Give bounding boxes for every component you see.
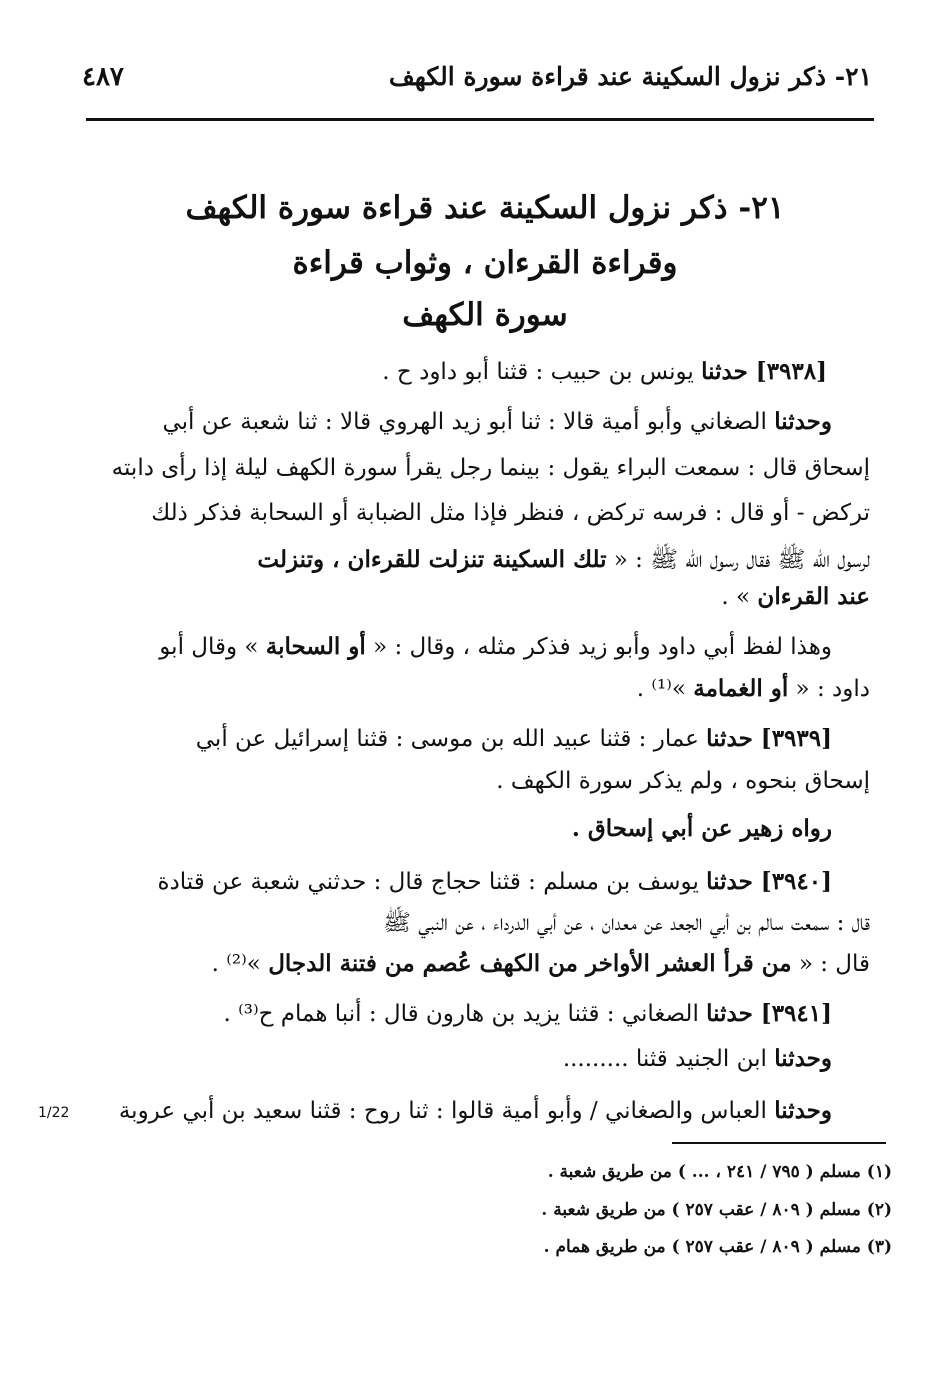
body-text: يونس بن حبيب : قثنا أبو داود ح . [382, 359, 702, 385]
body-text: ابن الجنيد قثنا ......... [562, 1046, 775, 1072]
narration-lead: وحدثنا [774, 1097, 832, 1124]
variant-wording: أو الغمامة [693, 675, 789, 702]
narration-lead: وحدثنا [774, 1045, 832, 1072]
body-line [572, 815, 832, 842]
margin-reference: 1/22 [38, 1105, 70, 1121]
hadith-number: [٣٩٣٩] حدثنا [706, 725, 832, 752]
page-number: ٤٨٧ [82, 62, 124, 92]
body-line [223, 1000, 832, 1027]
body-line [257, 545, 870, 579]
chapter-title-line-2: وقراءة القرءان ، وثواب قراءة [292, 245, 678, 281]
body-line [157, 868, 832, 895]
body-line [162, 408, 832, 435]
body-line [196, 725, 832, 752]
body-line [563, 1045, 832, 1072]
header-divider [86, 118, 874, 121]
body-line [119, 1097, 832, 1124]
body-text: داود : « [788, 676, 870, 702]
body-text: الصغاني وأبو أمية قالا : ثنا أبو زيد الهروي قالا : ثنا شعبة عن أبي [162, 409, 775, 435]
body-text: يوسف بن مسلم : قثنا حجاج قال : حدثني شعبة عن قتادة [157, 869, 707, 895]
hadith-number: [٣٩٤١] حدثنا [706, 1000, 832, 1027]
body-line: إسحاق بنحوه ، ولم يذكر سورة الكهف . [496, 768, 870, 794]
footnote-3: (٣) مسلم ( ٨٠٩ / عقب ٢٥٧ ) من طريق همام . [543, 1237, 892, 1257]
body-line [382, 358, 827, 385]
hadith-matn: تلك السكينة تنزلت للقرءان ، وتنزلت [257, 546, 607, 573]
chapter-title-line-3: سورة الكهف [402, 297, 568, 333]
body-line [212, 950, 870, 977]
body-text: قال : « [791, 951, 870, 977]
variant-wording: أو السحابة [265, 633, 366, 660]
body-text: العباس والصغاني / وأبو أمية قالوا : ثنا روح : قثنا سعيد بن أبي عروبة [118, 1098, 775, 1124]
running-header-title: ٢١- ذكر نزول السكينة عند قراءة سورة الكهف [388, 62, 872, 91]
footnote-2: (٢) مسلم ( ٨٠٩ / عقب ٢٥٧ ) من طريق شعبة . [541, 1200, 892, 1220]
body-text: لرسول الله ﷺ فقال رسول الله ﷺ : « [606, 547, 870, 573]
body-line [637, 675, 870, 702]
transmission-note: رواه زهير عن أبي إسحاق . [571, 815, 832, 842]
body-line: إسحاق قال : سمعت البراء يقول : بينما رجل يقرأ سورة الكهف ليلة إذا رأى دابته [111, 455, 870, 481]
body-text: الصغاني : قثنا يزيد بن هارون قال : أنبا همام ح⁽³⁾ . [223, 1001, 707, 1027]
body-text: عمار : قثنا عبيد الله بن موسى : قثنا إسرائيل عن أبي [195, 726, 707, 752]
hadith-matn: عند القرءان [757, 583, 870, 610]
narration-lead: وحدثنا [774, 408, 832, 435]
body-text: وهذا لفظ أبي داود وأبو زيد فذكر مثله ، وقال : « [365, 634, 832, 660]
body-text: »⁽²⁾ . [211, 951, 269, 977]
body-line: قال : سمعت سالم بن أبي الجعد عن معدان ، عن أبي الدرداء ، عن النبي ﷺ [383, 910, 870, 936]
hadith-number: [٣٩٤٠] حدثنا [706, 868, 832, 895]
footnote-divider [672, 1142, 886, 1144]
body-text: » . [721, 584, 758, 610]
body-line [721, 583, 870, 610]
hadith-number: [٣٩٣٨] حدثنا [701, 358, 827, 385]
hadith-matn: من قرأ العشر الأواخر من الكهف عُصم من فتنة الدجال [268, 950, 792, 977]
body-text: » وقال أبو [159, 634, 266, 660]
footnote-1: (١) مسلم ( ٧٩٥ / ٢٤١ ، ... ) من طريق شعبة . [547, 1162, 892, 1182]
body-line [159, 633, 832, 660]
body-line: تركض - أو قال : فرسه تركض ، فنظر فإذا مثل الضبابة أو السحابة فذكر ذلك [151, 500, 870, 526]
body-text: »⁽¹⁾ . [636, 676, 694, 702]
chapter-title-line-1: ٢١- ذكر نزول السكينة عند قراءة سورة الكهف [185, 190, 785, 226]
